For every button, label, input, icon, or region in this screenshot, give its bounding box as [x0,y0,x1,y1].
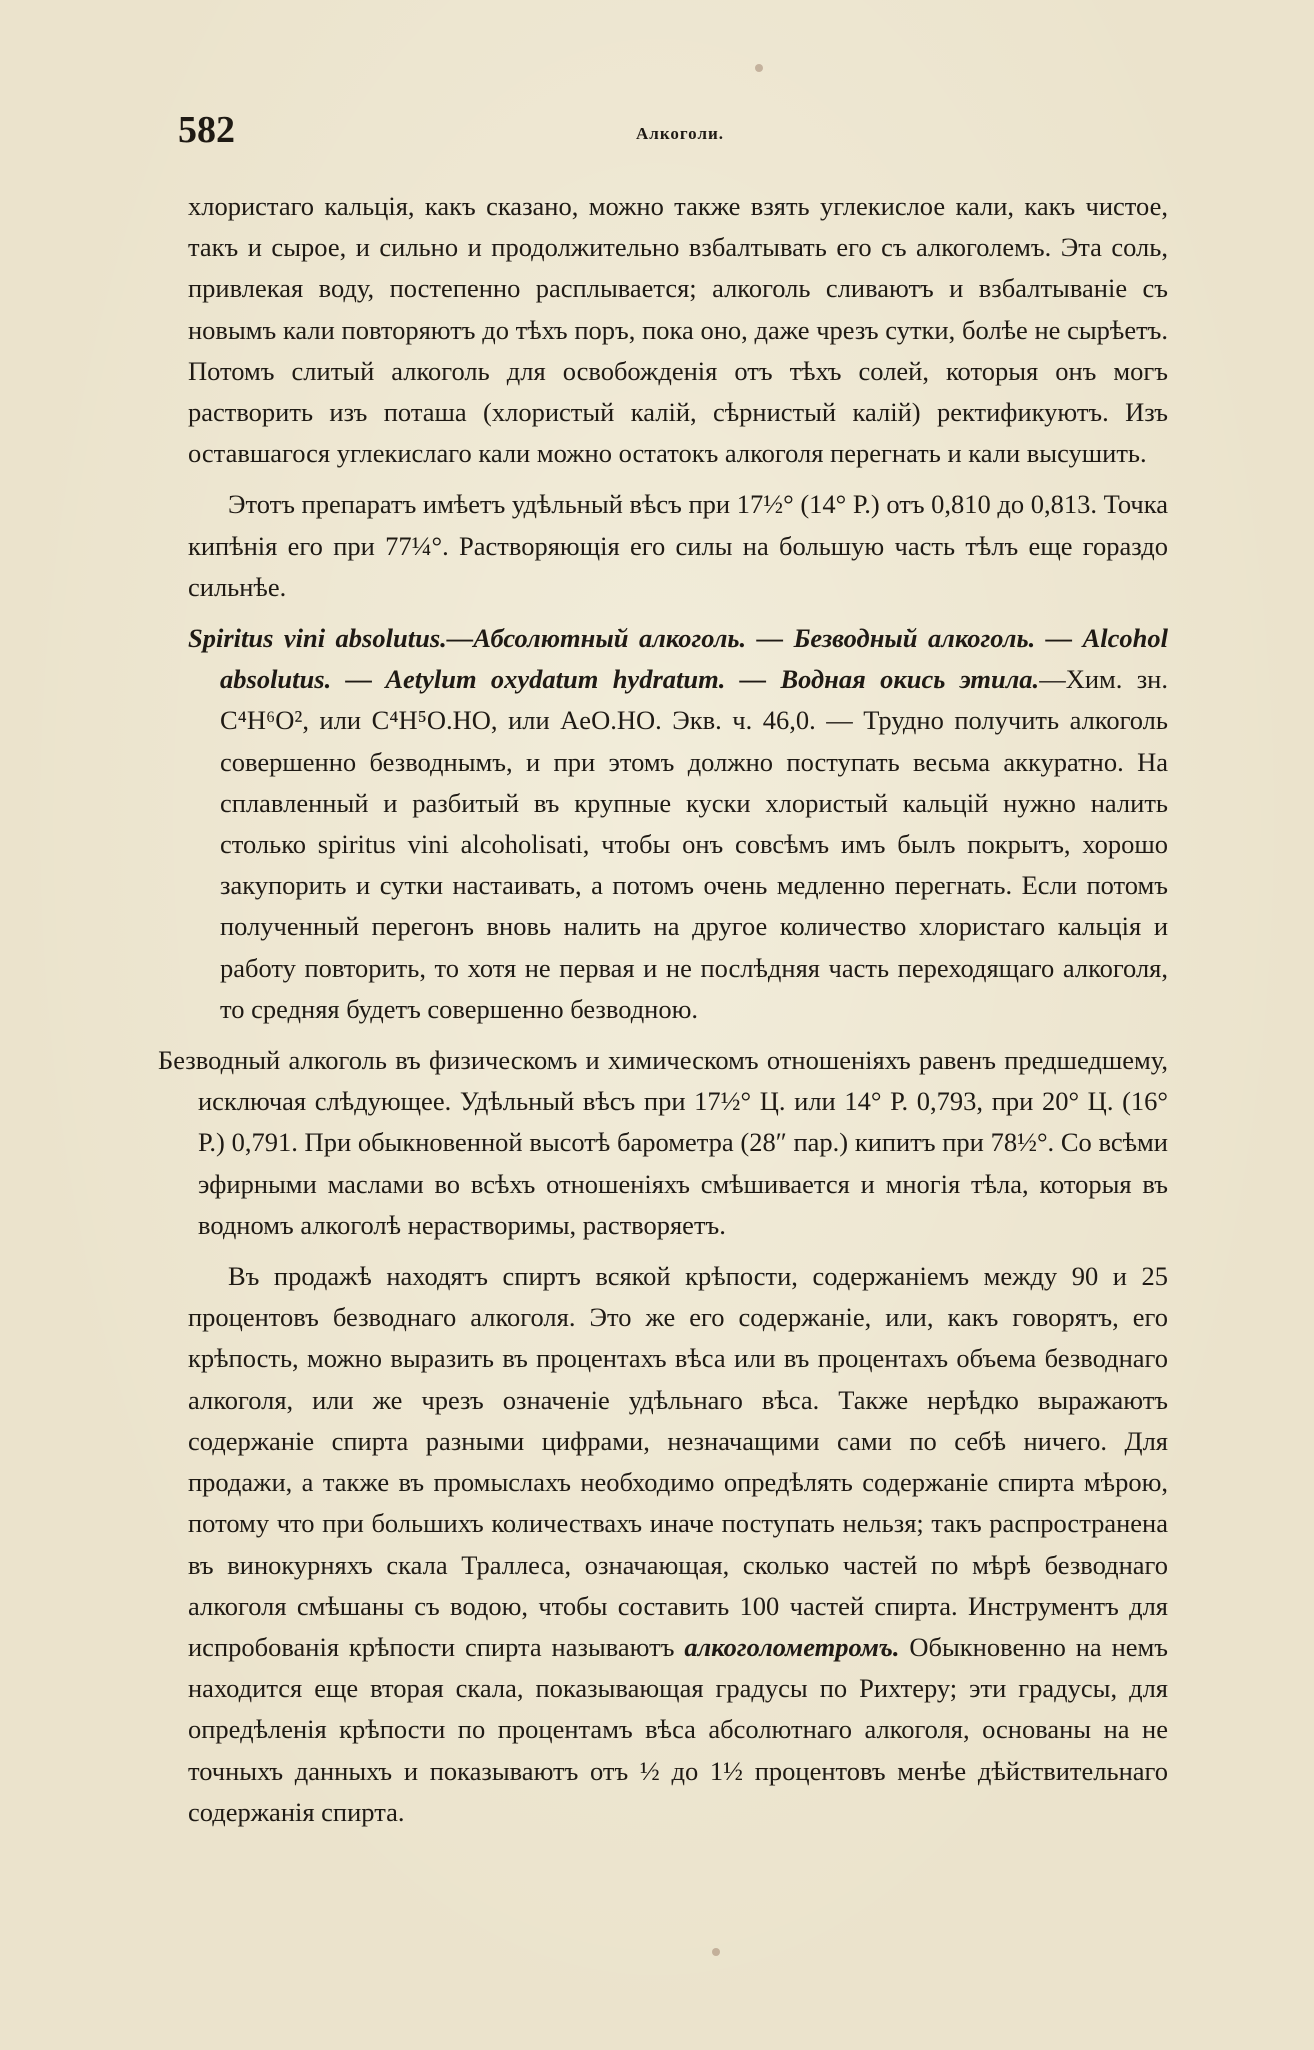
paragraph [188,1256,1168,1833]
paragraph-text: Въ продажѣ находятъ спиртъ всякой крѣпости, содержаніемъ между 90 и 25 процентовъ безводнаго алкоголя. Это же его содержаніе, или, какъ говорятъ, его крѣпость, можно выразить въ процентахъ вѣса или въ процентахъ объема безводнаго алкоголя, или же чрезъ означеніе удѣльнаго вѣса. Также нерѣдко выражаютъ содержаніе спирта разными цифрами, незначащими сами по себѣ ничего. Для продажи, а также въ промыслахъ необходимо опредѣлять содержаніе спирта мѣрою, потому что при большихъ количествахъ иначе поступать нельзя; такъ распространена въ винокурняхъ скала Траллеса, означающая, сколько частей по мѣрѣ безводнаго алкоголя смѣшаны съ водою, чтобы составить 100 частей спирта. Инструментъ для испробованія крѣпости спирта называютъ [188,1261,1168,1662]
body-text [158,186,1168,1833]
entry-heading: Spiritus vini absolutus.—Абсолютный алкоголь. — Безводный алкоголь. — Alcohol absolutus. — Aetylum oxydatum hydratum. — Водная окись этила. [188,623,1168,695]
page-header [178,108,1168,158]
paragraph: хлористаго кальція, какъ сказано, можно также взять углекислое кали, какъ чистое, такъ и сырое, и сильно и продолжительно взбалтывать его съ алкоголемъ. Эта соль, привлекая воду, постепенно расплывается; алкоголь сливаютъ и взбалтываніе съ новымъ кали повторяютъ до тѣхъ поръ, пока оно, даже чрезъ сутки, болѣе не сырѣетъ. Потомъ слитый алкоголь для освобожденія отъ тѣхъ солей, которыя онъ могъ растворить изъ поташа (хлористый калій, сѣрнистый калій) ректификуютъ. Изъ оставшагося углекислаго кали можно остатокъ алкоголя перегнать и кали высушить. [188,191,1168,469]
ink-spot [712,1948,720,1956]
emphasized-term: алкоголометромъ. [684,1631,900,1662]
entry-body: —Хим. зн. C⁴H⁶O², или C⁴H⁵O.HO, или AeO.HO. Экв. ч. 46,0. — Трудно получить алкоголь совершенно безводнымъ, и при этомъ должно поступать весьма аккуратно. На сплавленный и разбитый въ крупные куски хлористый кальцій нужно налить столько spiritus vini alcoholisati, чтобы онъ совсѣмъ имъ былъ покрытъ, хорошо закупорить и сутки настаивать, а потомъ очень медленно перегнать. Если потомъ полученный перегонъ вновь налить на другое количество хлористаго кальція и работу повторить, то хотя не первая и не послѣдняя часть переходящаго алкоголя, то средняя будетъ совершенно безводною. [220,664,1168,1024]
paragraph: Безводный алкоголь въ физическомъ и химическомъ отношеніяхъ равенъ предшедшему, исключая слѣдующее. Удѣльный вѣсъ при 17½° Ц. или 14° Р. 0,793, при 20° Ц. (16° Р.) 0,791. При обыкновенной высотѣ барометра (28″ пар.) кипитъ при 78½°. Со всѣми эфирными маслами во всѣхъ отношеніяхъ смѣшивается и многія тѣла, которыя въ водномъ алкоголѣ нерастворимы, растворяетъ. [158,1045,1168,1240]
ink-spot [755,64,763,72]
entry-paragraph [188,618,1168,1030]
running-head: Алкоголи. [636,124,725,143]
paragraph: Этотъ препаратъ имѣетъ удѣльный вѣсъ при 17½° (14° Р.) отъ 0,810 до 0,813. Точка кипѣнія его при 77¼°. Растворяющія его силы на большую часть тѣлъ еще гораздо сильнѣе. [188,489,1168,602]
page-number: 582 [178,109,235,151]
paragraph-text: Обыкновенно на немъ находится еще вторая скала, показывающая градусы по Рихтеру; эти градусы, для опредѣленія крѣпости по процентамъ вѣса абсолютнаго алкоголя, основаны на не точныхъ данныхъ и показываютъ отъ ½ до 1½ процентовъ менѣе дѣйствительнаго содержанія спирта. [188,1631,1168,1827]
